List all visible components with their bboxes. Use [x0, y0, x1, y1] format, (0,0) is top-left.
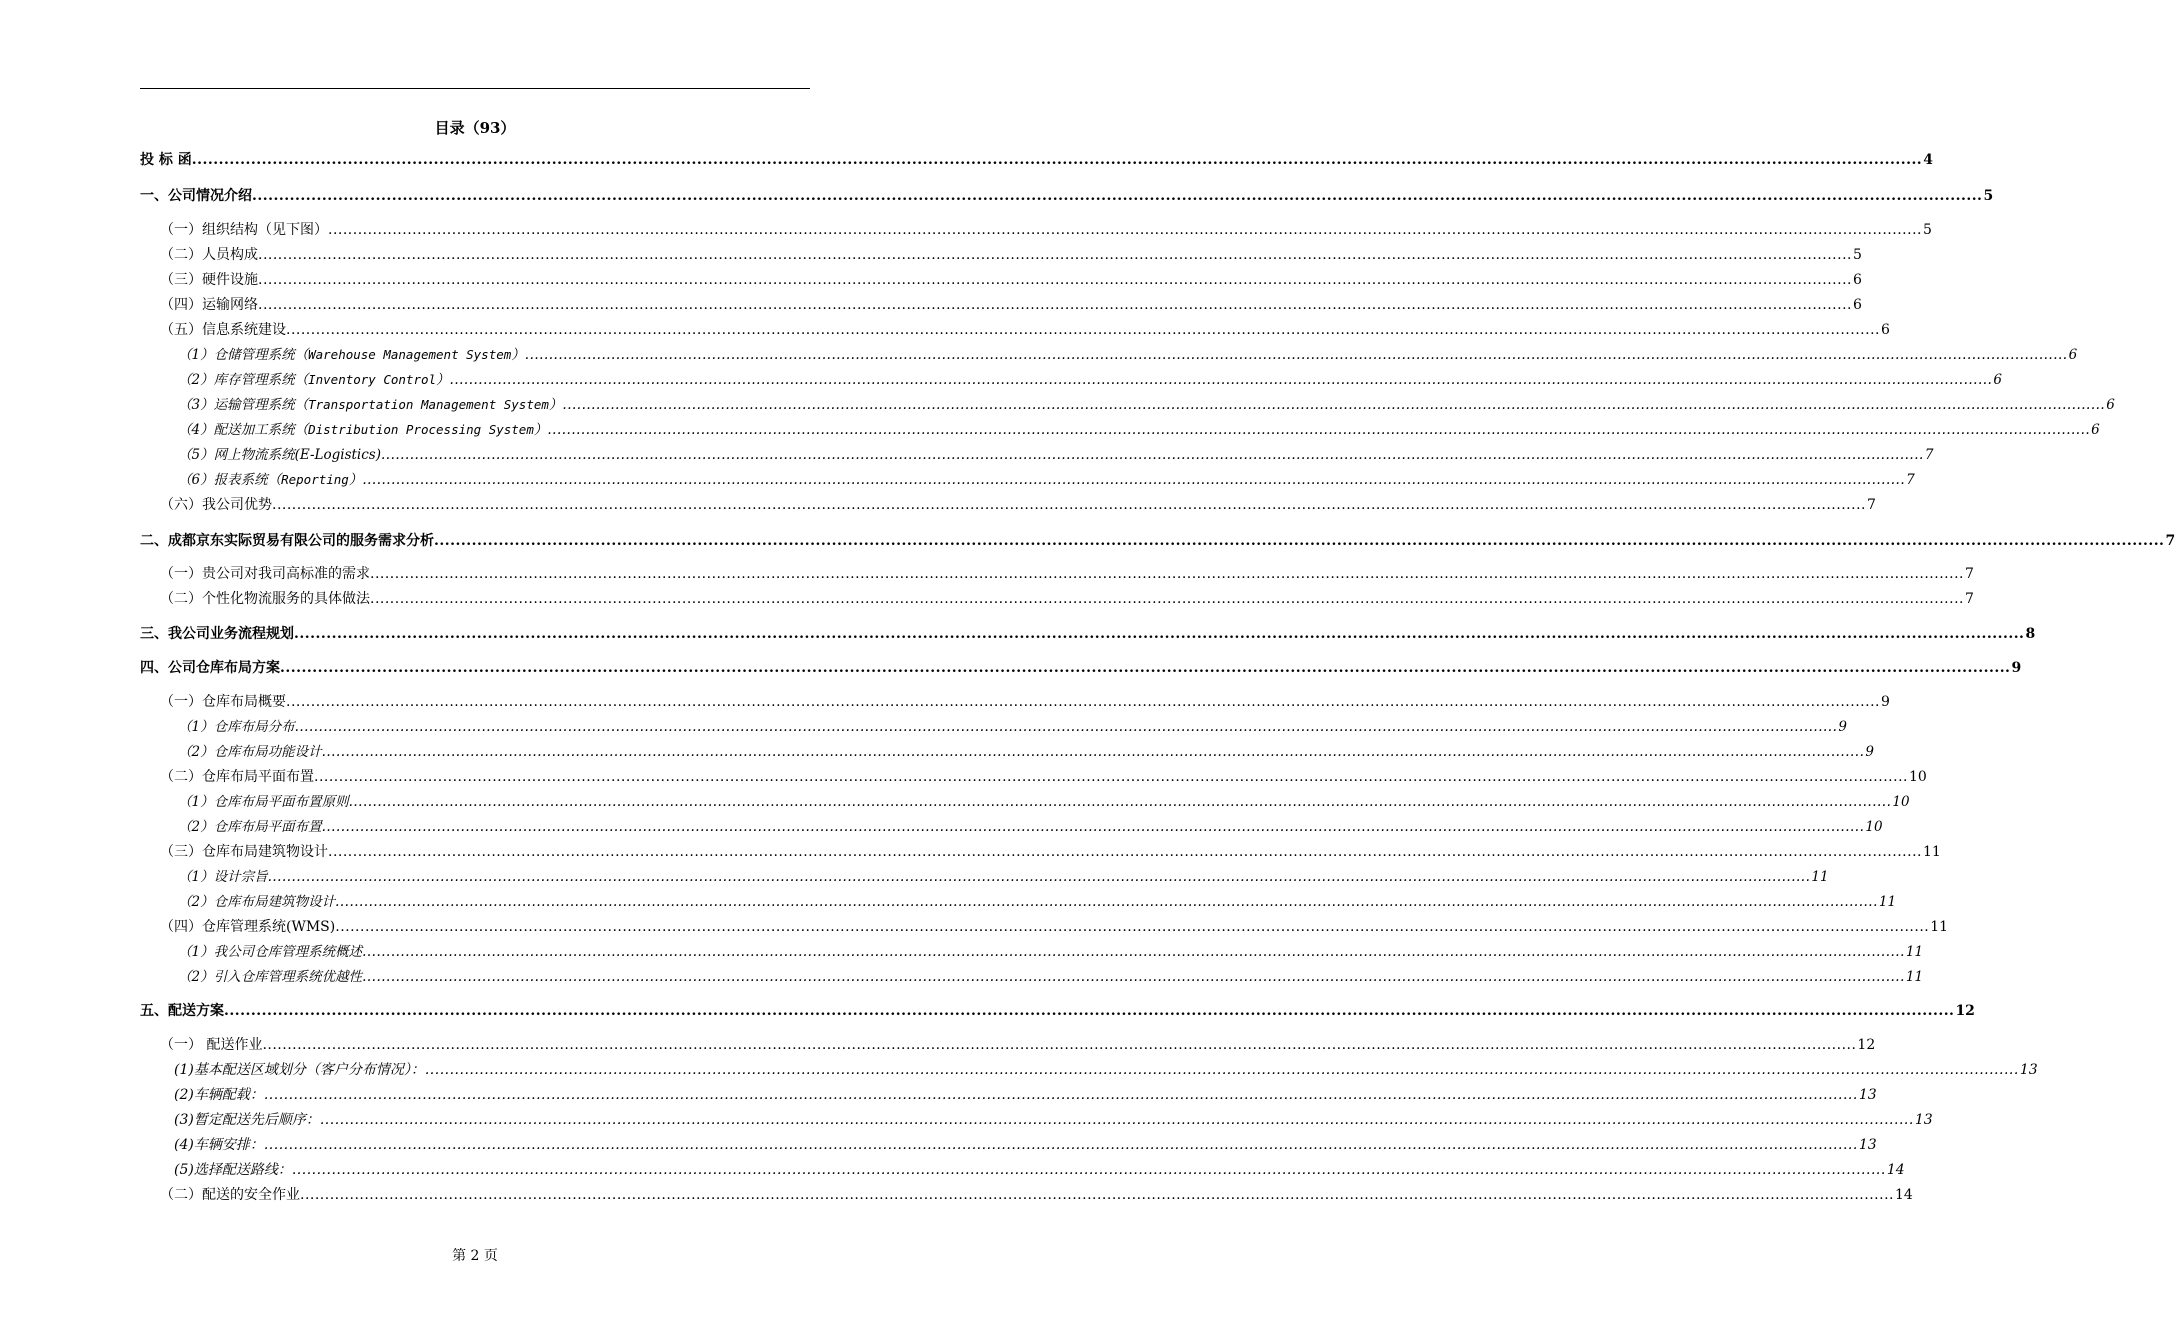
toc-dot-leader	[280, 658, 2010, 678]
toc-dot-leader	[268, 867, 1811, 887]
toc-entry-label: （六）我公司优势	[160, 497, 272, 513]
toc-dot-leader	[295, 717, 1838, 737]
toc-entry[interactable]	[178, 967, 1924, 987]
toc-entry-page-number: 11	[1905, 969, 1924, 985]
toc-entry-page-number: 7	[2165, 533, 2175, 549]
toc-entry-label: 四、公司仓库布局方案	[140, 660, 280, 676]
toc-entry-label: （三）硬件设施	[160, 272, 258, 288]
toc-dot-leader	[286, 692, 1880, 712]
toc-entry-label: （2）引入仓库管理系统优越性	[178, 969, 363, 985]
toc-entry[interactable]	[160, 295, 1862, 315]
toc-dot-leader	[335, 892, 1878, 912]
toc-dot-leader	[258, 245, 1852, 265]
toc-dot-leader	[349, 792, 1892, 812]
toc-entry-page-number: 9	[2011, 660, 2022, 676]
toc-dot-leader	[314, 767, 1908, 787]
toc-entry-label: （二）人员构成	[160, 247, 258, 263]
toc-entry-label: （2）仓库布局建筑物设计	[178, 894, 336, 910]
toc-dot-leader	[328, 220, 1922, 240]
toc-dot-leader	[362, 967, 1905, 987]
toc-dot-leader	[258, 270, 1852, 290]
toc-entry[interactable]	[160, 692, 1890, 712]
toc-entry-page-number: 9	[1880, 694, 1890, 710]
toc-entry-label: (2)车辆配载：	[174, 1087, 264, 1103]
toc-entry-page-number: 6	[2091, 422, 2100, 438]
toc-dot-leader	[328, 842, 1922, 862]
toc-entry-page-number: 5	[1852, 247, 1862, 263]
toc-entry-label: （二）个性化物流服务的具体做法	[160, 591, 370, 607]
toc-entry-page-number: 10	[1908, 769, 1927, 785]
toc-entry[interactable]	[160, 245, 1862, 265]
toc-dot-leader	[335, 917, 1929, 937]
toc-entry-page-number: 10	[1865, 819, 1883, 835]
toc-entry-label: （5）网上物流系统(E-Logistics)	[178, 447, 382, 463]
toc-entry[interactable]	[174, 1135, 1877, 1155]
toc-entry[interactable]	[178, 792, 1910, 812]
toc-entry[interactable]	[178, 345, 2078, 365]
toc-entry-page-number: 5	[1922, 222, 1932, 238]
toc-entry-label: （二）仓库布局平面布置	[160, 769, 314, 785]
toc-entry[interactable]	[140, 1001, 1975, 1021]
toc-entry[interactable]	[160, 767, 1927, 787]
toc-entry[interactable]	[174, 1110, 1933, 1130]
toc-entry-page-number: 9	[1865, 744, 1874, 760]
toc-entry-label: 一、公司情况介绍	[140, 188, 252, 204]
toc-entry-page-number: 4	[1923, 152, 1933, 168]
toc-entry-page-number: 8	[2025, 626, 2036, 642]
toc-entry[interactable]	[140, 658, 2022, 678]
toc-entry-label: （2）仓库布局功能设计	[178, 744, 322, 760]
toc-entry-page-number: 5	[1983, 188, 1994, 204]
toc-entry-page-number: 6	[1852, 297, 1862, 313]
toc-entry-page-number: 13	[1858, 1137, 1877, 1153]
toc-entry-label: (4)车辆安排：	[174, 1137, 264, 1153]
toc-dot-leader	[362, 470, 1905, 490]
toc-entry-label: （4）配送加工系统（Distribution Processing System）	[178, 422, 548, 438]
toc-entry[interactable]	[140, 531, 2175, 551]
toc-entry-label: （四）运输网络	[160, 297, 258, 313]
toc-entry[interactable]	[160, 842, 1941, 862]
toc-entry-page-number: 7	[1964, 591, 1974, 607]
toc-dot-leader	[322, 742, 1865, 762]
toc-entry[interactable]	[178, 420, 2100, 440]
toc-entry[interactable]	[160, 589, 1974, 609]
toc-entry-page-number: 13	[1914, 1112, 1933, 1128]
toc-entry-label: （一）贵公司对我司高标准的需求	[160, 566, 370, 582]
toc-entry-label: (5)选择配送路线：	[174, 1162, 292, 1178]
toc-entry[interactable]	[178, 942, 1924, 962]
toc-entry-page-number: 11	[1922, 844, 1941, 860]
toc-dot-leader	[320, 1110, 1914, 1130]
toc-entry[interactable]	[160, 495, 1876, 515]
toc-entry-label: （三）仓库布局建筑物设计	[160, 844, 328, 860]
toc-entry[interactable]	[178, 395, 2115, 415]
toc-entry-label: 二、成都京东实际贸易有限公司的服务需求分析	[140, 533, 434, 549]
toc-entry-page-number: 14	[1894, 1187, 1913, 1203]
toc-entry-label: （四）仓库管理系统(WMS)	[160, 919, 336, 935]
toc-entry[interactable]	[178, 445, 1934, 465]
toc-dot-leader	[286, 320, 1880, 340]
toc-entry-page-number: 12	[1857, 1037, 1876, 1053]
toc-entry[interactable]	[160, 564, 1974, 584]
toc-dot-leader	[370, 564, 1964, 584]
toc-entry-page-number: 7	[1924, 447, 1934, 463]
toc-entry-page-number: 10	[1892, 794, 1910, 810]
toc-entry-label: （一） 配送作业	[160, 1037, 263, 1053]
toc-entry-label: （1）仓库布局平面布置原则	[178, 794, 349, 810]
toc-entry[interactable]	[174, 1085, 1877, 1105]
toc-entry-page-number: 12	[1955, 1003, 1975, 1019]
toc-dot-leader	[264, 1085, 1858, 1105]
toc-entry-label: (1)基本配送区域划分（客户分布情况）：	[174, 1062, 425, 1078]
toc-entry-page-number: 7	[1964, 566, 1974, 582]
toc-entry[interactable]	[160, 320, 1890, 340]
toc-dot-leader	[252, 186, 1982, 206]
toc-dot-leader	[434, 531, 2164, 551]
toc-entry[interactable]	[178, 717, 1847, 737]
toc-entry-page-number: 6	[1852, 272, 1862, 288]
toc-title: 目录（93）	[434, 119, 516, 137]
toc-entry-label: （一）组织结构（见下图）	[160, 222, 328, 238]
toc-dot-leader	[224, 1001, 1954, 1021]
toc-entry-page-number: 6	[1880, 322, 1890, 338]
toc-entry[interactable]	[178, 817, 1883, 837]
toc-entry-page-number: 14	[1886, 1162, 1905, 1178]
toc-entry-label: （1）设计宗旨	[178, 869, 268, 885]
toc-entry-page-number: 11	[1930, 919, 1949, 935]
toc-entry-label: （2）仓库布局平面布置	[178, 819, 322, 835]
toc-entry[interactable]	[178, 470, 1915, 490]
toc-entry[interactable]	[160, 917, 1949, 937]
toc-entry-label: （一）仓库布局概要	[160, 694, 286, 710]
toc-entry-label: 五、配送方案	[140, 1003, 224, 1019]
toc-entry[interactable]	[178, 742, 1874, 762]
toc-dot-leader	[547, 420, 2090, 440]
toc-entry-page-number: 11	[1905, 944, 1924, 960]
toc-entry-page-number: 13	[2019, 1062, 2038, 1078]
toc-dot-leader	[425, 1060, 2019, 1080]
toc-dot-leader	[381, 445, 1924, 465]
toc-entry-page-number: 6	[2106, 397, 2115, 413]
toc-entry-page-number: 11	[1878, 894, 1897, 910]
toc-entry[interactable]	[178, 370, 2002, 390]
toc-dot-leader	[450, 370, 1993, 390]
header-rule	[140, 88, 810, 89]
toc-entry-label: （1）我公司仓库管理系统概述	[178, 944, 363, 960]
toc-entry-label: （6）报表系统（Reporting）	[178, 472, 363, 488]
toc-dot-leader	[362, 942, 1905, 962]
toc-entry-label: （2）库存管理系统（Inventory Control）	[178, 372, 450, 388]
toc-dot-leader	[294, 624, 2024, 644]
toc-entry-label: 投 标 函	[140, 152, 192, 168]
toc-entry-label: （五）信息系统建设	[160, 322, 286, 338]
toc-entry-label: (3)暂定配送先后顺序：	[174, 1112, 320, 1128]
toc-entry[interactable]	[160, 270, 1862, 290]
toc-entry-label: （二）配送的安全作业	[160, 1187, 300, 1203]
toc-dot-leader	[264, 1135, 1858, 1155]
toc-entry[interactable]	[178, 867, 1829, 887]
toc-dot-leader	[300, 1185, 1894, 1205]
toc-entry[interactable]	[160, 220, 1932, 240]
toc-entry[interactable]	[160, 1035, 1876, 1055]
toc-entry-page-number: 6	[2068, 347, 2078, 363]
toc-entry[interactable]	[160, 1185, 1913, 1205]
toc-entry-label: （1）仓储管理系统（Warehouse Management System）	[178, 347, 525, 363]
toc-entry-page-number: 7	[1906, 472, 1915, 488]
toc-dot-leader	[258, 295, 1852, 315]
toc-entry-label: （3）运输管理系统（Transportation Management System）	[178, 397, 563, 413]
toc-entry[interactable]	[140, 150, 1933, 170]
toc-entry-page-number: 6	[1993, 372, 2002, 388]
toc-entry[interactable]	[174, 1160, 1905, 1180]
toc-entry-page-number: 7	[1866, 497, 1876, 513]
toc-entry-page-number: 13	[1858, 1087, 1877, 1103]
toc-dot-leader	[272, 495, 1866, 515]
toc-dot-leader	[262, 1035, 1856, 1055]
toc-dot-leader	[370, 589, 1964, 609]
toc-entry[interactable]	[140, 624, 2036, 644]
toc-dot-leader	[322, 817, 1865, 837]
toc-entry[interactable]	[174, 1060, 2038, 1080]
page-footer: 第 2 页	[452, 1248, 498, 1264]
toc-entry-label: 三、我公司业务流程规划	[140, 626, 294, 642]
toc-entry-label: （1）仓库布局分布	[178, 719, 295, 735]
toc-dot-leader	[525, 345, 2068, 365]
toc-dot-leader	[562, 395, 2105, 415]
toc-entry-page-number: 11	[1811, 869, 1829, 885]
toc-dot-leader	[192, 150, 1922, 170]
toc-entry-page-number: 9	[1838, 719, 1847, 735]
toc-entry[interactable]	[178, 892, 1897, 912]
toc-entry[interactable]	[140, 186, 1994, 206]
toc-dot-leader	[292, 1160, 1886, 1180]
